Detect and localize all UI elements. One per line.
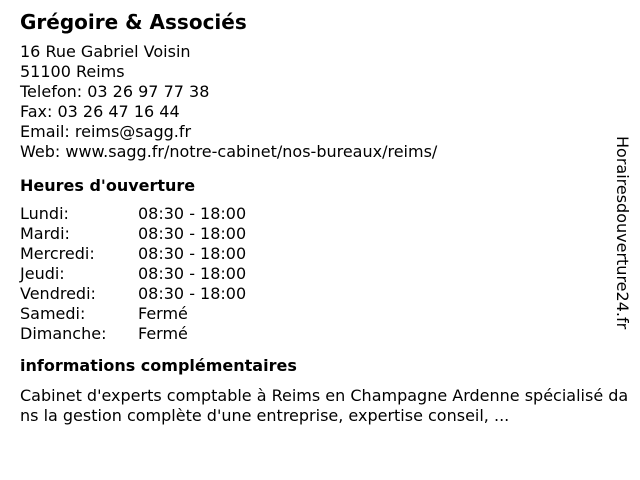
business-name: Grégoire & Associés bbox=[20, 10, 247, 34]
hours-time: 08:30 - 18:00 bbox=[138, 284, 247, 303]
hours-day: Vendredi: bbox=[20, 284, 96, 303]
email-line: Email: reims@sagg.fr bbox=[20, 122, 192, 141]
fax-line: Fax: 03 26 47 16 44 bbox=[20, 102, 180, 121]
address-city: 51100 Reims bbox=[20, 62, 125, 81]
hours-day: Mardi: bbox=[20, 224, 70, 243]
hours-table bbox=[20, 204, 620, 344]
hours-day: Lundi: bbox=[20, 204, 69, 223]
hours-heading: Heures d'ouverture bbox=[20, 176, 196, 195]
hours-time: Fermé bbox=[138, 324, 188, 343]
hours-row-tuesday bbox=[20, 224, 620, 244]
hours-row-monday bbox=[20, 204, 620, 224]
hours-row-wednesday bbox=[20, 244, 620, 264]
info-description: Cabinet d'experts comptable à Reims en Champagne Ardenne spécialisé dans la gestion complète d'une entreprise, expertise conseil, ... bbox=[20, 386, 629, 425]
hours-time: Fermé bbox=[138, 304, 188, 323]
info-heading: informations complémentaires bbox=[20, 356, 297, 375]
hours-time: 08:30 - 18:00 bbox=[138, 264, 247, 283]
hours-day: Dimanche: bbox=[20, 324, 107, 343]
contact-block bbox=[20, 42, 620, 162]
address-street: 16 Rue Gabriel Voisin bbox=[20, 42, 191, 61]
site-watermark: Horairesdouverture24.fr bbox=[613, 136, 632, 330]
hours-row-saturday bbox=[20, 304, 620, 324]
hours-time: 08:30 - 18:00 bbox=[138, 244, 247, 263]
hours-time: 08:30 - 18:00 bbox=[138, 224, 247, 243]
phone-line: Telefon: 03 26 97 77 38 bbox=[20, 82, 210, 101]
hours-row-thursday bbox=[20, 264, 620, 284]
web-line: Web: www.sagg.fr/notre-cabinet/nos-bureaux/reims/ bbox=[20, 142, 438, 161]
hours-row-friday bbox=[20, 284, 620, 304]
hours-day: Samedi: bbox=[20, 304, 86, 323]
hours-row-sunday bbox=[20, 324, 620, 344]
hours-day: Jeudi: bbox=[20, 264, 65, 283]
hours-time: 08:30 - 18:00 bbox=[138, 204, 247, 223]
hours-day: Mercredi: bbox=[20, 244, 95, 263]
